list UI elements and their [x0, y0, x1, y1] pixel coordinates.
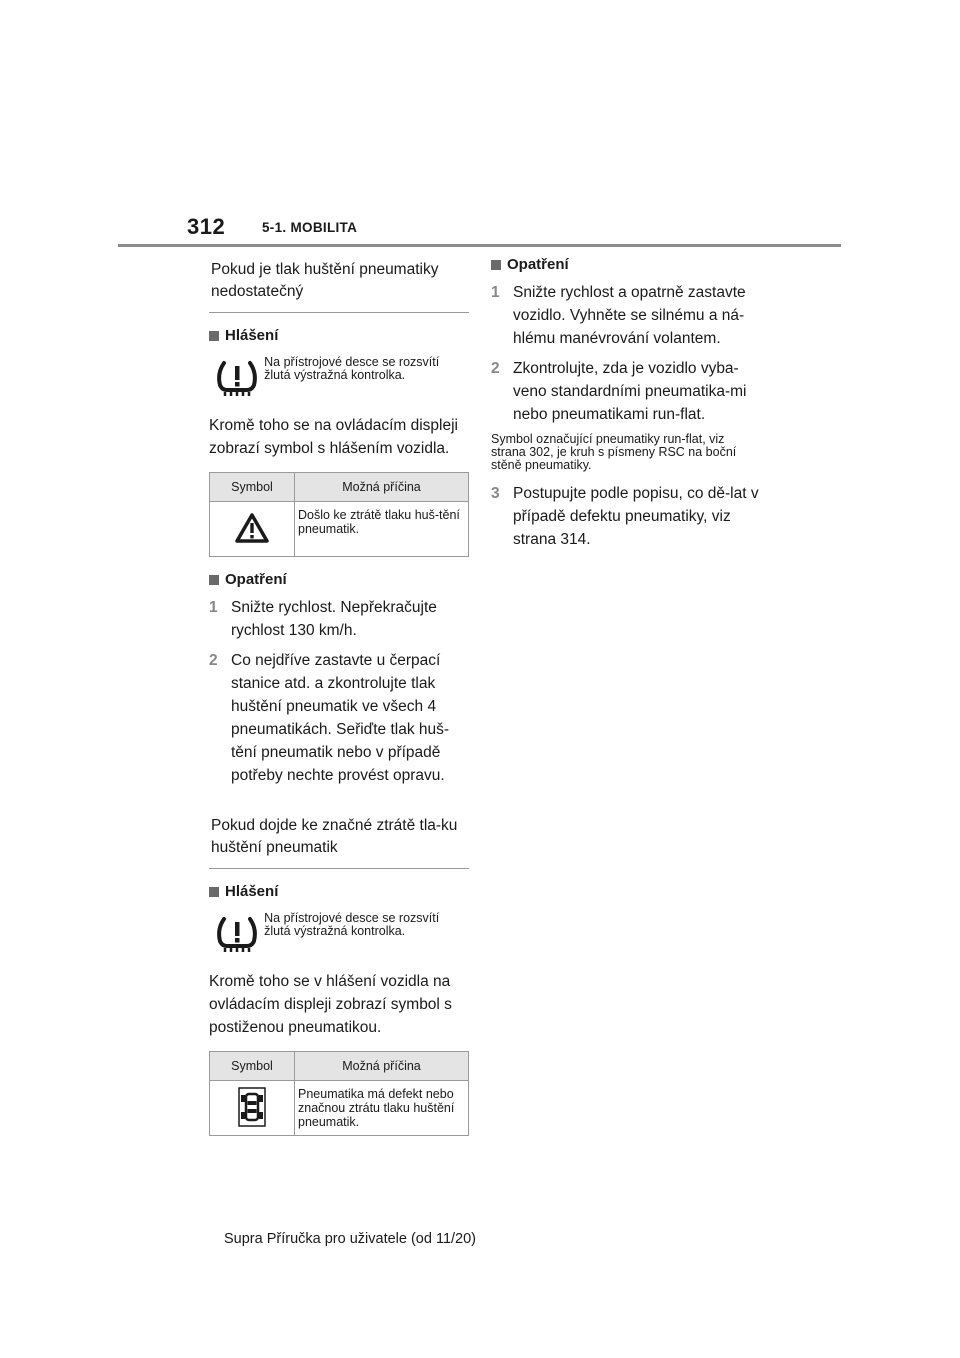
- step-text: Co nejdříve zastavte u čerpací stanice atd. a zkontrolujte tlak huštění pneumatik ve všech 4 pneumatikách. Seřiďte tlak huš-tění pneumatik nebo v případě potřeby nechte provést opravu.: [231, 652, 450, 784]
- box-heading-low-pressure: Pokud je tlak huštění pneumatiky nedostatečný: [209, 252, 469, 313]
- car-flat-tire-icon: [238, 1116, 266, 1130]
- step-number: 3: [491, 485, 500, 502]
- bullet-square-icon: [209, 331, 219, 341]
- page-footer: Supra Příručka pro uživatele (od 11/20): [224, 1231, 477, 1247]
- warning-light-text: Na přístrojové desce se rozsvítí žlutá výstražná kontrolka.: [264, 911, 440, 938]
- step-item: [209, 596, 469, 642]
- table-cause-cell: Došlo ke ztrátě tlaku huš-tění pneumatik.: [295, 502, 469, 557]
- warning-light-text: Na přístrojové desce se rozsvítí žlutá výstražná kontrolka.: [264, 355, 440, 382]
- tire-pressure-warning-icon: [209, 908, 264, 960]
- step-text: Snižte rychlost a opatrně zastavte vozidlo. Vyhněte se silnému a ná-hlému manévrování volantem.: [513, 284, 746, 347]
- table-header-cause: Možná příčina: [295, 1052, 469, 1081]
- table-header-cause: Možná příčina: [295, 473, 469, 502]
- table-header-symbol: Symbol: [210, 1052, 295, 1081]
- run-flat-note: Symbol označující pneumatiky run-flat, viz strana 302, je kruh s písmeny RSC na boční stěně pneumatiky.: [491, 432, 737, 472]
- step-number: 1: [491, 284, 500, 301]
- step-text: Zkontrolujte, zda je vozidlo vyba-veno standardními pneumatika-mi nebo pneumatikami run-flat.: [513, 360, 747, 423]
- symbol-table-2: [209, 1051, 469, 1136]
- table-symbol-cell: [210, 502, 295, 557]
- subheading-opatreni-2: [491, 256, 761, 273]
- table-header-symbol: Symbol: [210, 473, 295, 502]
- subheading-hlaseni-2: [209, 883, 469, 900]
- step-item: [209, 649, 469, 787]
- section-title: 5-1. MOBILITA: [262, 220, 358, 235]
- table-symbol-cell: [210, 1081, 295, 1136]
- warning-light-row-1: [209, 352, 469, 404]
- subheading-opatreni-1: [209, 571, 469, 588]
- step-text: Postupujte podle popisu, co dě-lat v případě defektu pneumatiky, viz strana 314.: [513, 485, 759, 548]
- subheading-label: Hlášení: [225, 327, 279, 344]
- table-row: [210, 1081, 469, 1136]
- subheading-label: Opatření: [507, 256, 569, 273]
- step-item: [491, 357, 761, 426]
- left-column: [209, 252, 469, 1150]
- step-number: 2: [491, 360, 500, 377]
- step-number: 1: [209, 599, 218, 616]
- tire-pressure-warning-icon: [209, 352, 264, 404]
- table-row: [210, 502, 469, 557]
- subheading-label: Opatření: [225, 571, 287, 588]
- paragraph-display-message: Kromě toho se na ovládacím displeji zobrazí symbol s hlášením vozidla.: [209, 417, 458, 457]
- box-heading-major-loss: Pokud dojde ke značné ztrátě tla-ku huštění pneumatik: [209, 808, 469, 869]
- step-number: 2: [209, 652, 218, 669]
- paragraph-affected-tire: Kromě toho se v hlášení vozidla na ovládacím displeji zobrazí symbol s postiženou pneumatikou.: [209, 973, 452, 1036]
- right-column: [491, 252, 761, 558]
- symbol-table-1: [209, 472, 469, 557]
- step-item: [491, 482, 761, 551]
- step-text: Snižte rychlost. Nepřekračujte rychlost 130 km/h.: [231, 599, 437, 639]
- subheading-label: Hlášení: [225, 883, 279, 900]
- warning-triangle-icon: [234, 533, 270, 547]
- bullet-square-icon: [491, 260, 501, 270]
- bullet-square-icon: [209, 575, 219, 585]
- warning-light-row-2: [209, 908, 469, 960]
- page-number: 312: [187, 214, 226, 239]
- subheading-hlaseni-1: [209, 327, 469, 344]
- bullet-square-icon: [209, 887, 219, 897]
- header-divider: [118, 244, 841, 247]
- table-cause-cell: Pneumatika má defekt nebo značnou ztrátu tlaku huštění pneumatik.: [295, 1081, 469, 1136]
- step-item: [491, 281, 761, 350]
